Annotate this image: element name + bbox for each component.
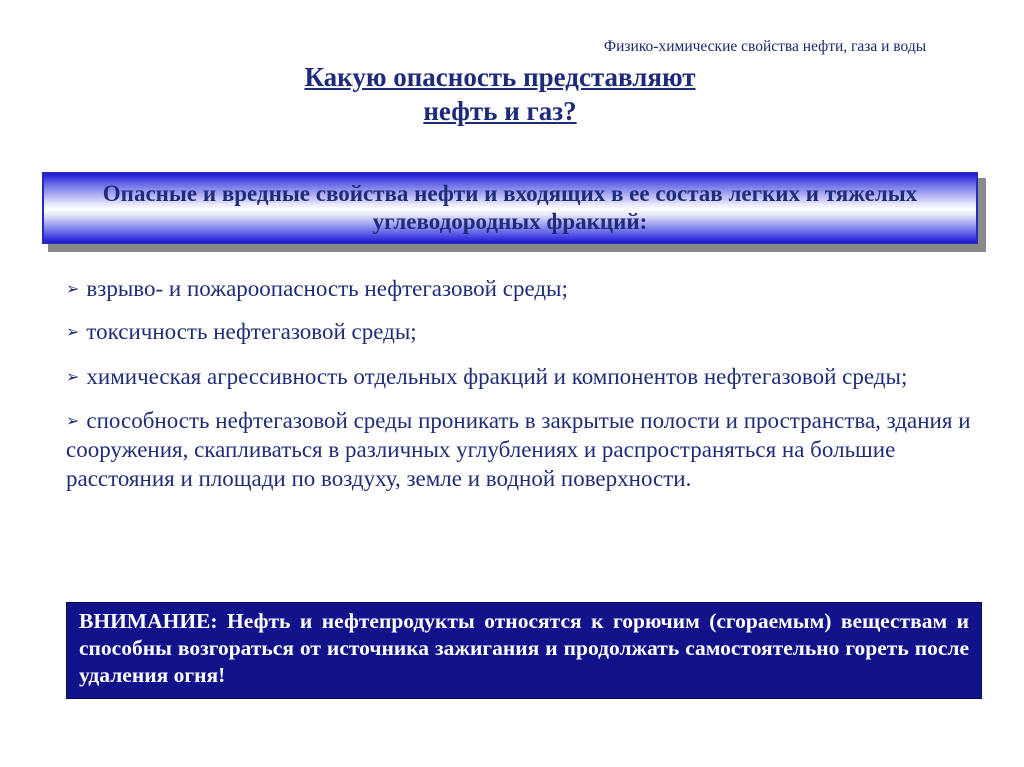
list-item (66, 362, 1006, 391)
list-item-text: токсичность нефтегазовой среды; (86, 319, 417, 344)
slide-topic: Физико-химические свойства нефти, газа и воды (603, 38, 927, 55)
list-item-text: взрыво- и пожароопасность нефтегазовой среды; (86, 276, 568, 301)
arrow-bullet-icon: ➢ (66, 367, 80, 386)
properties-list (66, 274, 1006, 507)
warning-box: ВНИМАНИЕ: Нефть и нефтепродукты относятся к горючим (сгораемым) веществам и способны возгораться от источника зажигания и продолжать самостоятельно гореть после удаления огня! (66, 602, 982, 699)
banner-heading: Опасные и вредные свойства нефти и входящих в ее состав легких и тяжелых углеводородных фракций: (102, 181, 918, 234)
slide-title: Какую опасность представляют нефть и газ? (304, 62, 696, 126)
arrow-bullet-icon: ➢ (66, 279, 80, 298)
list-item (66, 406, 1006, 493)
list-item-text: химическая агрессивность отдельных фракций и компонентов нефтегазовой среды; (86, 364, 908, 389)
properties-banner (42, 172, 978, 244)
list-item-text: способность нефтегазовой среды проникать в закрытые полости и пространства, здания и сооружения, скапливаться в различных углублениях и распространяться на большие расстояния и площади по воздуху, земле и водной поверхности. (66, 408, 971, 491)
arrow-bullet-icon: ➢ (66, 322, 80, 341)
list-item (66, 274, 1006, 303)
list-item (66, 317, 1006, 346)
arrow-bullet-icon: ➢ (66, 411, 80, 430)
